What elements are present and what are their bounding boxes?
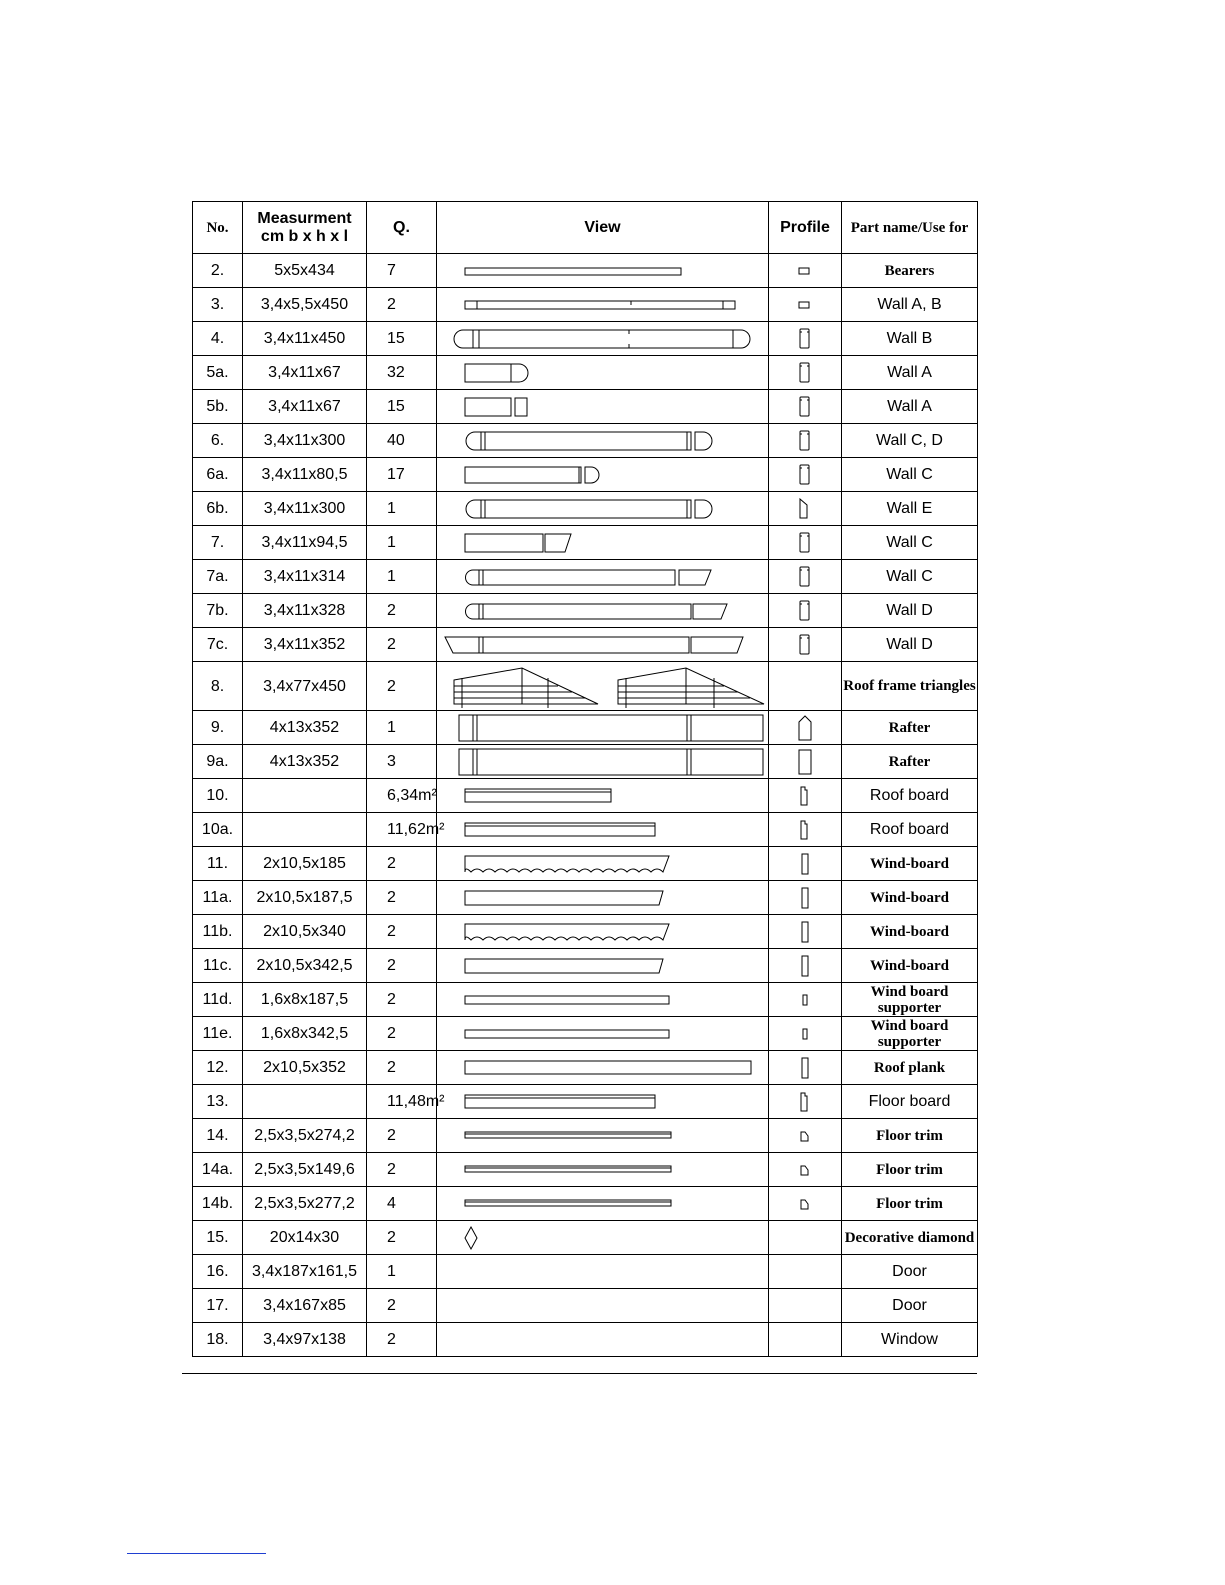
trim-icon bbox=[437, 1130, 768, 1142]
strip-icon bbox=[437, 993, 768, 1007]
cell-part-name: Wind-board bbox=[842, 915, 978, 949]
cell-view-drawing bbox=[437, 813, 769, 847]
table-row bbox=[193, 711, 978, 745]
profile-angled-icon bbox=[769, 497, 841, 521]
cell-view-drawing bbox=[437, 1051, 769, 1085]
table-row bbox=[193, 745, 978, 779]
cell-view-drawing bbox=[437, 526, 769, 560]
cell-qty: 1 bbox=[367, 560, 437, 594]
log-notch-long-icon bbox=[437, 327, 768, 351]
cell-measurement: 3,4x11x328 bbox=[243, 594, 367, 628]
profile-tiny-icon bbox=[769, 1027, 841, 1041]
table-row bbox=[193, 813, 978, 847]
table-row bbox=[193, 1085, 978, 1119]
cell-view-drawing bbox=[437, 288, 769, 322]
cell-view-drawing bbox=[437, 356, 769, 390]
profile-tall-rect-icon bbox=[769, 395, 841, 419]
cell-view-drawing bbox=[437, 1255, 769, 1289]
cell-view-drawing bbox=[437, 560, 769, 594]
cell-part-name: Wall D bbox=[842, 594, 978, 628]
cell-qty: 2 bbox=[367, 1119, 437, 1153]
board-medium-icon bbox=[437, 820, 768, 840]
cell-no: 4. bbox=[193, 322, 243, 356]
cell-qty: 6,34m² bbox=[367, 779, 437, 813]
cell-no: 10a. bbox=[193, 813, 243, 847]
cell-profile bbox=[769, 915, 842, 949]
cell-part-name: Decorative diamond bbox=[842, 1221, 978, 1255]
profile-tall-rect-icon bbox=[769, 463, 841, 487]
profile-tongue-icon bbox=[769, 818, 841, 842]
header-measurement-line2: cm b x h x l bbox=[260, 227, 349, 245]
cell-profile bbox=[769, 745, 842, 779]
cell-no: 5b. bbox=[193, 390, 243, 424]
cell-view-drawing bbox=[437, 983, 769, 1017]
profile-trim-icon bbox=[769, 1129, 841, 1143]
table-row bbox=[193, 594, 978, 628]
profile-tall-rect-icon bbox=[769, 633, 841, 657]
cell-part-name: Bearers bbox=[842, 254, 978, 288]
cell-profile bbox=[769, 1255, 842, 1289]
cell-no: 2. bbox=[193, 254, 243, 288]
cell-view-drawing bbox=[437, 881, 769, 915]
cell-qty: 3 bbox=[367, 745, 437, 779]
cell-no: 14a. bbox=[193, 1153, 243, 1187]
cell-no: 12. bbox=[193, 1051, 243, 1085]
cell-measurement: 5x5x434 bbox=[243, 254, 367, 288]
cell-no: 3. bbox=[193, 288, 243, 322]
cell-qty: 2 bbox=[367, 881, 437, 915]
cell-view-drawing bbox=[437, 662, 769, 711]
profile-tall-rect-icon bbox=[769, 361, 841, 385]
cell-measurement: 3,4x187x161,5 bbox=[243, 1255, 367, 1289]
profile-pentagon-icon bbox=[769, 714, 841, 742]
profile-tiny-icon bbox=[769, 993, 841, 1007]
cell-part-name: Floor board bbox=[842, 1085, 978, 1119]
cell-qty: 2 bbox=[367, 1323, 437, 1357]
cell-qty: 2 bbox=[367, 1221, 437, 1255]
profile-trim-icon bbox=[769, 1197, 841, 1211]
cell-measurement: 2,5x3,5x277,2 bbox=[243, 1187, 367, 1221]
cell-measurement: 2,5x3,5x274,2 bbox=[243, 1119, 367, 1153]
cell-profile bbox=[769, 288, 842, 322]
cell-view-drawing bbox=[437, 424, 769, 458]
table-row bbox=[193, 1221, 978, 1255]
cell-measurement: 3,4x11x300 bbox=[243, 492, 367, 526]
cell-part-name: Wall D bbox=[842, 628, 978, 662]
header-view: View bbox=[437, 202, 769, 254]
table-row bbox=[193, 322, 978, 356]
cell-part-name: Wall C bbox=[842, 560, 978, 594]
cell-part-name: Door bbox=[842, 1255, 978, 1289]
header-part-name: Part name/Use for bbox=[842, 202, 978, 254]
profile-tall-rect-icon bbox=[769, 565, 841, 589]
cell-no: 11a. bbox=[193, 881, 243, 915]
cell-measurement: 3,4x11x352 bbox=[243, 628, 367, 662]
table-row bbox=[193, 1289, 978, 1323]
cell-no: 16. bbox=[193, 1255, 243, 1289]
cell-no: 17. bbox=[193, 1289, 243, 1323]
plank-long-icon bbox=[437, 1059, 768, 1077]
cell-profile bbox=[769, 322, 842, 356]
header-qty: Q. bbox=[367, 202, 437, 254]
footnote-separator bbox=[127, 1553, 266, 1555]
cell-profile bbox=[769, 881, 842, 915]
cell-measurement: 3,4x97x138 bbox=[243, 1323, 367, 1357]
cell-no: 6a. bbox=[193, 458, 243, 492]
profile-trim-icon bbox=[769, 1163, 841, 1177]
cell-no: 14. bbox=[193, 1119, 243, 1153]
table-bottom-rule bbox=[182, 1373, 977, 1374]
cell-view-drawing bbox=[437, 745, 769, 779]
profile-small-rect-icon bbox=[769, 299, 841, 311]
cell-measurement: 2x10,5x185 bbox=[243, 847, 367, 881]
cell-qty: 1 bbox=[367, 492, 437, 526]
wave-icon bbox=[437, 920, 768, 944]
cell-part-name: Wind board supporter bbox=[842, 1017, 978, 1051]
table-body bbox=[193, 254, 978, 1357]
cell-no: 8. bbox=[193, 662, 243, 711]
trim-icon bbox=[437, 1198, 768, 1210]
profile-narrow-icon bbox=[769, 954, 841, 978]
cell-measurement bbox=[243, 813, 367, 847]
profile-narrow-icon bbox=[769, 1056, 841, 1080]
cell-part-name: Roof plank bbox=[842, 1051, 978, 1085]
table-row bbox=[193, 288, 978, 322]
cell-part-name: Wall A bbox=[842, 390, 978, 424]
cell-view-drawing bbox=[437, 594, 769, 628]
log-notch-thin-icon bbox=[437, 298, 768, 312]
log-round-angle-2-icon bbox=[437, 599, 768, 623]
cell-measurement: 20x14x30 bbox=[243, 1221, 367, 1255]
rafter-icon bbox=[437, 713, 768, 743]
cell-no: 11c. bbox=[193, 949, 243, 983]
trim-icon bbox=[437, 1164, 768, 1176]
cell-qty: 11,48m² bbox=[367, 1085, 437, 1119]
cell-qty: 2 bbox=[367, 662, 437, 711]
log-angle-both-icon bbox=[437, 633, 768, 657]
cell-profile bbox=[769, 1323, 842, 1357]
table-row bbox=[193, 254, 978, 288]
table-row bbox=[193, 390, 978, 424]
cell-profile bbox=[769, 254, 842, 288]
profile-tall-rect-icon bbox=[769, 327, 841, 351]
profile-tongue-icon bbox=[769, 1090, 841, 1114]
bar-long-icon bbox=[437, 264, 768, 278]
cell-measurement: 2x10,5x342,5 bbox=[243, 949, 367, 983]
table-row bbox=[193, 628, 978, 662]
profile-tall-rect-icon bbox=[769, 531, 841, 555]
table-row bbox=[193, 526, 978, 560]
cell-view-drawing bbox=[437, 949, 769, 983]
cell-no: 7b. bbox=[193, 594, 243, 628]
cell-measurement: 3,4x11x67 bbox=[243, 356, 367, 390]
plank-angle-icon bbox=[437, 955, 768, 977]
board-medium-icon bbox=[437, 1092, 768, 1112]
profile-tall-rect-icon bbox=[769, 599, 841, 623]
table-row bbox=[193, 560, 978, 594]
wave-icon bbox=[437, 852, 768, 876]
table-row bbox=[193, 662, 978, 711]
cell-part-name: Wall E bbox=[842, 492, 978, 526]
cell-profile bbox=[769, 390, 842, 424]
cell-qty: 2 bbox=[367, 594, 437, 628]
cell-no: 14b. bbox=[193, 1187, 243, 1221]
cell-profile bbox=[769, 662, 842, 711]
parts-list-table bbox=[192, 201, 978, 1357]
cell-measurement: 1,6x8x342,5 bbox=[243, 1017, 367, 1051]
cell-view-drawing bbox=[437, 1187, 769, 1221]
header-measurement bbox=[243, 202, 367, 254]
cell-no: 11d. bbox=[193, 983, 243, 1017]
cell-view-drawing bbox=[437, 458, 769, 492]
cell-measurement: 2,5x3,5x149,6 bbox=[243, 1153, 367, 1187]
cell-no: 7. bbox=[193, 526, 243, 560]
table-row bbox=[193, 492, 978, 526]
cell-qty: 2 bbox=[367, 1289, 437, 1323]
log-both-ends-icon bbox=[437, 429, 768, 453]
cell-view-drawing bbox=[437, 322, 769, 356]
cell-view-drawing bbox=[437, 254, 769, 288]
profile-narrow-icon bbox=[769, 852, 841, 876]
cell-measurement: 3,4x11x300 bbox=[243, 424, 367, 458]
cell-part-name: Window bbox=[842, 1323, 978, 1357]
log-short-block-icon bbox=[437, 395, 768, 419]
header-profile: Profile bbox=[769, 202, 842, 254]
cell-no: 11b. bbox=[193, 915, 243, 949]
cell-part-name: Wall C bbox=[842, 458, 978, 492]
cell-no: 13. bbox=[193, 1085, 243, 1119]
table-row bbox=[193, 1153, 978, 1187]
cell-part-name: Wall B bbox=[842, 322, 978, 356]
cell-part-name: Rafter bbox=[842, 711, 978, 745]
cell-profile bbox=[769, 1017, 842, 1051]
cell-part-name: Wind-board bbox=[842, 847, 978, 881]
cell-view-drawing bbox=[437, 1119, 769, 1153]
cell-view-drawing bbox=[437, 711, 769, 745]
header-no: No. bbox=[193, 202, 243, 254]
cell-no: 6b. bbox=[193, 492, 243, 526]
log-medium-end-icon bbox=[437, 463, 768, 487]
table-row bbox=[193, 881, 978, 915]
cell-view-drawing bbox=[437, 1017, 769, 1051]
triangles-icon bbox=[437, 664, 768, 708]
table-row bbox=[193, 1051, 978, 1085]
cell-profile bbox=[769, 492, 842, 526]
cell-profile bbox=[769, 424, 842, 458]
board-short-icon bbox=[437, 786, 768, 806]
cell-measurement: 3,4x77x450 bbox=[243, 662, 367, 711]
cell-part-name: Floor trim bbox=[842, 1187, 978, 1221]
cell-view-drawing bbox=[437, 1323, 769, 1357]
table-row bbox=[193, 779, 978, 813]
table-header-row bbox=[193, 202, 978, 254]
cell-part-name: Roof frame triangles bbox=[842, 662, 978, 711]
cell-qty: 1 bbox=[367, 711, 437, 745]
cell-part-name: Roof board bbox=[842, 813, 978, 847]
cell-view-drawing bbox=[437, 628, 769, 662]
table-row bbox=[193, 458, 978, 492]
cell-qty: 2 bbox=[367, 847, 437, 881]
cell-measurement: 3,4x11x450 bbox=[243, 322, 367, 356]
cell-measurement: 3,4x11x80,5 bbox=[243, 458, 367, 492]
cell-no: 7a. bbox=[193, 560, 243, 594]
cell-measurement: 4x13x352 bbox=[243, 745, 367, 779]
table-row bbox=[193, 1323, 978, 1357]
cell-profile bbox=[769, 779, 842, 813]
cell-view-drawing bbox=[437, 915, 769, 949]
cell-profile bbox=[769, 1051, 842, 1085]
cell-profile bbox=[769, 1187, 842, 1221]
cell-view-drawing bbox=[437, 847, 769, 881]
cell-view-drawing bbox=[437, 1221, 769, 1255]
cell-qty: 2 bbox=[367, 949, 437, 983]
cell-part-name: Wall C, D bbox=[842, 424, 978, 458]
profile-tall-rect-icon bbox=[769, 429, 841, 453]
cell-qty: 7 bbox=[367, 254, 437, 288]
cell-part-name: Floor trim bbox=[842, 1153, 978, 1187]
cell-no: 9a. bbox=[193, 745, 243, 779]
log-short-angle-icon bbox=[437, 531, 768, 555]
cell-part-name: Wall A, B bbox=[842, 288, 978, 322]
log-both-ends-icon bbox=[437, 497, 768, 521]
cell-qty: 2 bbox=[367, 1153, 437, 1187]
table-row bbox=[193, 1187, 978, 1221]
cell-no: 18. bbox=[193, 1323, 243, 1357]
cell-profile bbox=[769, 711, 842, 745]
table-row bbox=[193, 915, 978, 949]
strip-icon bbox=[437, 1027, 768, 1041]
cell-qty: 2 bbox=[367, 983, 437, 1017]
cell-profile bbox=[769, 526, 842, 560]
cell-measurement: 3,4x167x85 bbox=[243, 1289, 367, 1323]
profile-big-rect-icon bbox=[769, 748, 841, 776]
table-row bbox=[193, 1255, 978, 1289]
cell-measurement: 2x10,5x187,5 bbox=[243, 881, 367, 915]
cell-qty: 17 bbox=[367, 458, 437, 492]
cell-measurement: 3,4x11x67 bbox=[243, 390, 367, 424]
cell-qty: 40 bbox=[367, 424, 437, 458]
cell-profile bbox=[769, 560, 842, 594]
table-row bbox=[193, 356, 978, 390]
cell-qty: 4 bbox=[367, 1187, 437, 1221]
cell-part-name: Wall C bbox=[842, 526, 978, 560]
cell-measurement: 3,4x5,5x450 bbox=[243, 288, 367, 322]
cell-measurement: 2x10,5x340 bbox=[243, 915, 367, 949]
table-row bbox=[193, 424, 978, 458]
profile-narrow-icon bbox=[769, 886, 841, 910]
cell-qty: 1 bbox=[367, 526, 437, 560]
header-measurement-line1: Measurment bbox=[257, 209, 352, 227]
plank-angle-icon bbox=[437, 887, 768, 909]
profile-tongue-icon bbox=[769, 784, 841, 808]
cell-part-name: Floor trim bbox=[842, 1119, 978, 1153]
cell-no: 7c. bbox=[193, 628, 243, 662]
cell-measurement bbox=[243, 779, 367, 813]
cell-measurement: 4x13x352 bbox=[243, 711, 367, 745]
cell-profile bbox=[769, 1119, 842, 1153]
cell-profile bbox=[769, 1289, 842, 1323]
cell-qty: 15 bbox=[367, 390, 437, 424]
cell-part-name: Rafter bbox=[842, 745, 978, 779]
cell-profile bbox=[769, 1085, 842, 1119]
cell-profile bbox=[769, 1153, 842, 1187]
cell-qty: 2 bbox=[367, 1017, 437, 1051]
cell-part-name: Roof board bbox=[842, 779, 978, 813]
log-short-end-icon bbox=[437, 361, 768, 385]
cell-view-drawing bbox=[437, 1289, 769, 1323]
cell-no: 9. bbox=[193, 711, 243, 745]
cell-view-drawing bbox=[437, 492, 769, 526]
diamond-icon bbox=[437, 1225, 768, 1251]
cell-part-name: Wind-board bbox=[842, 881, 978, 915]
cell-no: 11. bbox=[193, 847, 243, 881]
cell-qty: 2 bbox=[367, 288, 437, 322]
cell-part-name: Wind-board bbox=[842, 949, 978, 983]
table-row bbox=[193, 1119, 978, 1153]
cell-qty: 2 bbox=[367, 628, 437, 662]
cell-view-drawing bbox=[437, 1085, 769, 1119]
cell-profile bbox=[769, 847, 842, 881]
cell-profile bbox=[769, 356, 842, 390]
table-row bbox=[193, 1017, 978, 1051]
cell-profile bbox=[769, 458, 842, 492]
cell-part-name: Wind board supporter bbox=[842, 983, 978, 1017]
cell-no: 10. bbox=[193, 779, 243, 813]
rafter-icon bbox=[437, 747, 768, 777]
cell-view-drawing bbox=[437, 779, 769, 813]
cell-qty: 32 bbox=[367, 356, 437, 390]
cell-measurement: 3,4x11x314 bbox=[243, 560, 367, 594]
cell-no: 11e. bbox=[193, 1017, 243, 1051]
cell-part-name: Door bbox=[842, 1289, 978, 1323]
cell-no: 6. bbox=[193, 424, 243, 458]
table-row bbox=[193, 949, 978, 983]
cell-qty: 2 bbox=[367, 915, 437, 949]
cell-no: 5a. bbox=[193, 356, 243, 390]
cell-measurement: 3,4x11x94,5 bbox=[243, 526, 367, 560]
cell-profile bbox=[769, 1221, 842, 1255]
profile-small-rect-icon bbox=[769, 265, 841, 277]
cell-view-drawing bbox=[437, 1153, 769, 1187]
table-row bbox=[193, 847, 978, 881]
cell-qty: 15 bbox=[367, 322, 437, 356]
cell-view-drawing bbox=[437, 390, 769, 424]
cell-qty: 11,62m² bbox=[367, 813, 437, 847]
cell-no: 15. bbox=[193, 1221, 243, 1255]
cell-qty: 1 bbox=[367, 1255, 437, 1289]
cell-profile bbox=[769, 594, 842, 628]
cell-qty: 2 bbox=[367, 1051, 437, 1085]
cell-profile bbox=[769, 983, 842, 1017]
profile-narrow-icon bbox=[769, 920, 841, 944]
cell-measurement: 1,6x8x187,5 bbox=[243, 983, 367, 1017]
cell-profile bbox=[769, 813, 842, 847]
table-row bbox=[193, 983, 978, 1017]
cell-measurement: 2x10,5x352 bbox=[243, 1051, 367, 1085]
cell-profile bbox=[769, 949, 842, 983]
cell-profile bbox=[769, 628, 842, 662]
cell-part-name: Wall A bbox=[842, 356, 978, 390]
cell-measurement bbox=[243, 1085, 367, 1119]
log-round-angle-icon bbox=[437, 565, 768, 589]
